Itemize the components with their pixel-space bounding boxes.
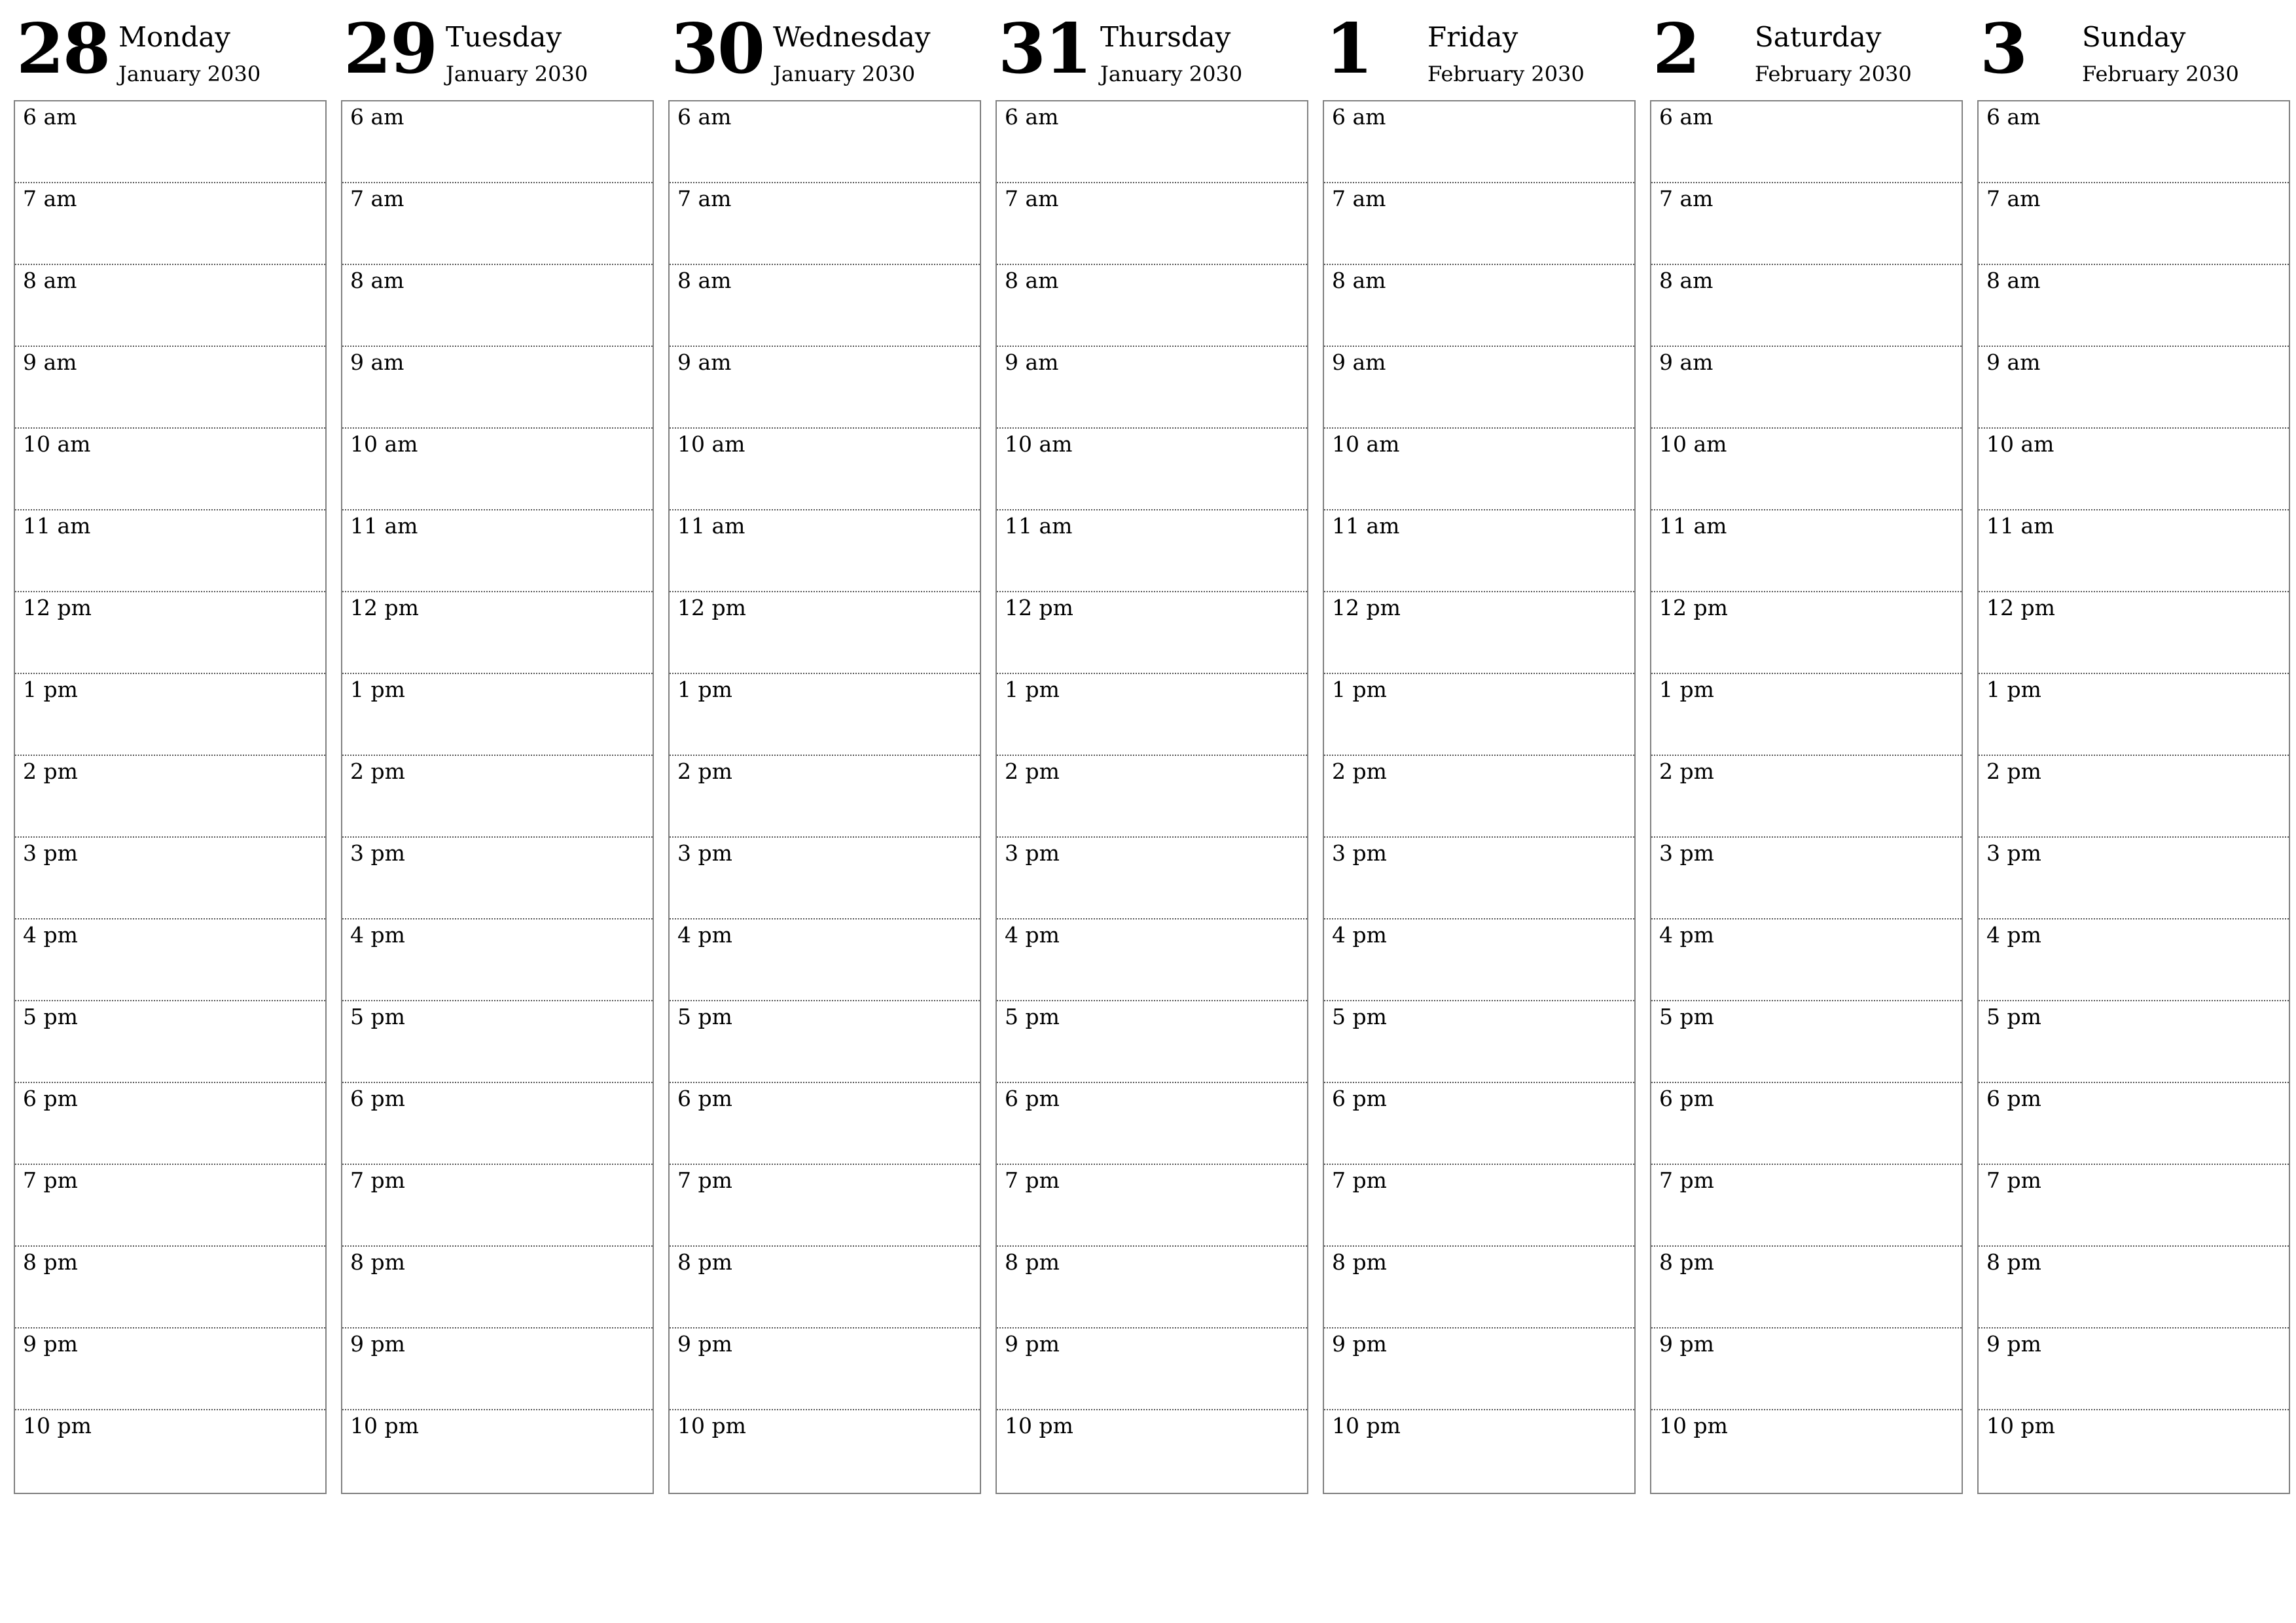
hour-slot[interactable] <box>670 183 980 265</box>
hour-slot[interactable] <box>1651 1165 1962 1247</box>
hour-slot[interactable] <box>1324 1001 1634 1083</box>
hour-label: 8 pm <box>1659 1249 1714 1275</box>
hour-label: 4 pm <box>23 922 78 948</box>
hour-slot[interactable] <box>1651 265 1962 347</box>
hour-label: 7 pm <box>1332 1168 1387 1193</box>
hour-slot[interactable] <box>670 347 980 429</box>
hour-label: 8 pm <box>1332 1249 1387 1275</box>
hour-label: 9 pm <box>1005 1331 1060 1357</box>
hour-label: 6 pm <box>1986 1086 2041 1111</box>
day-number: 28 <box>16 8 110 89</box>
hour-label: 2 pm <box>1986 758 2041 784</box>
hour-label: 6 pm <box>1332 1086 1387 1111</box>
hour-label: 1 pm <box>23 677 78 702</box>
hour-label: 12 pm <box>1986 595 2055 620</box>
hour-label: 11 am <box>677 513 745 539</box>
hour-label: 2 pm <box>1005 758 1060 784</box>
hour-label: 2 pm <box>350 758 405 784</box>
hour-slot[interactable] <box>1979 265 2289 347</box>
hour-slot[interactable] <box>342 838 653 919</box>
hour-label: 4 pm <box>1659 922 1714 948</box>
hour-slot[interactable] <box>1651 838 1962 919</box>
hour-slot[interactable] <box>15 347 325 429</box>
hour-slot[interactable] <box>670 265 980 347</box>
hour-slot[interactable] <box>15 1329 325 1410</box>
hour-label: 3 pm <box>23 840 78 866</box>
day-number: 3 <box>1980 8 2027 89</box>
day-column <box>341 0 654 1499</box>
hour-slot[interactable] <box>1324 1410 1634 1492</box>
hour-slot[interactable] <box>670 674 980 756</box>
hour-label: 9 am <box>1986 349 2041 375</box>
day-header <box>341 0 654 99</box>
day-month: January 2030 <box>446 62 588 86</box>
hour-grid <box>668 100 981 1494</box>
hour-slot[interactable] <box>15 1083 325 1165</box>
hour-slot[interactable] <box>15 265 325 347</box>
hour-label: 10 am <box>677 431 745 457</box>
hour-label: 11 am <box>1332 513 1400 539</box>
hour-slot[interactable] <box>1324 756 1634 838</box>
hour-slot[interactable] <box>670 592 980 674</box>
hour-slot[interactable] <box>342 347 653 429</box>
hour-slot[interactable] <box>1324 1083 1634 1165</box>
hour-label: 11 am <box>1986 513 2054 539</box>
hour-slot[interactable] <box>1979 919 2289 1001</box>
hour-slot[interactable] <box>1979 838 2289 919</box>
day-header <box>1323 0 1636 99</box>
hour-slot[interactable] <box>997 429 1307 510</box>
hour-label: 4 pm <box>1005 922 1060 948</box>
hour-slot[interactable] <box>342 1329 653 1410</box>
hour-label: 3 pm <box>1005 840 1060 866</box>
hour-slot[interactable] <box>342 674 653 756</box>
day-header <box>996 0 1308 99</box>
day-number: 2 <box>1653 8 1700 89</box>
hour-label: 5 pm <box>23 1004 78 1029</box>
hour-slot[interactable] <box>1651 756 1962 838</box>
day-month: February 2030 <box>1755 62 1912 86</box>
hour-slot[interactable] <box>1979 1410 2289 1492</box>
hour-label: 1 pm <box>1986 677 2041 702</box>
hour-label: 4 pm <box>1332 922 1387 948</box>
hour-slot[interactable] <box>1979 1165 2289 1247</box>
hour-label: 8 am <box>1986 268 2041 293</box>
hour-label: 5 pm <box>1005 1004 1060 1029</box>
hour-slot[interactable] <box>1979 592 2289 674</box>
hour-slot[interactable] <box>15 101 325 183</box>
hour-slot[interactable] <box>15 1247 325 1329</box>
hour-slot[interactable] <box>1651 1001 1962 1083</box>
hour-slot[interactable] <box>342 101 653 183</box>
hour-slot[interactable] <box>997 1001 1307 1083</box>
hour-label: 9 pm <box>1986 1331 2041 1357</box>
hour-label: 7 pm <box>350 1168 405 1193</box>
hour-label: 6 am <box>1659 104 1713 130</box>
hour-slot[interactable] <box>670 429 980 510</box>
hour-slot[interactable] <box>15 510 325 592</box>
hour-slot[interactable] <box>997 101 1307 183</box>
hour-slot[interactable] <box>342 1083 653 1165</box>
hour-slot[interactable] <box>1979 1247 2289 1329</box>
hour-slot[interactable] <box>1651 919 1962 1001</box>
hour-label: 8 am <box>677 268 732 293</box>
day-month: January 2030 <box>773 62 916 86</box>
hour-label: 6 am <box>23 104 77 130</box>
day-number: 1 <box>1325 8 1372 89</box>
hour-slot[interactable] <box>342 429 653 510</box>
day-header <box>1650 0 1963 99</box>
hour-grid <box>1650 100 1963 1494</box>
hour-slot[interactable] <box>1324 592 1634 674</box>
hour-label: 9 am <box>1659 349 1713 375</box>
hour-label: 1 pm <box>1659 677 1714 702</box>
hour-label: 7 am <box>677 186 732 211</box>
hour-slot[interactable] <box>15 183 325 265</box>
hour-label: 5 pm <box>1986 1004 2041 1029</box>
hour-slot[interactable] <box>1324 429 1634 510</box>
weekly-planner <box>14 0 2284 1499</box>
hour-label: 3 pm <box>350 840 405 866</box>
hour-slot[interactable] <box>997 265 1307 347</box>
hour-slot[interactable] <box>997 592 1307 674</box>
day-month: January 2030 <box>118 62 261 86</box>
hour-label: 8 am <box>1659 268 1713 293</box>
hour-slot[interactable] <box>342 919 653 1001</box>
hour-slot[interactable] <box>15 592 325 674</box>
hour-slot[interactable] <box>997 1165 1307 1247</box>
hour-slot[interactable] <box>1979 1001 2289 1083</box>
hour-label: 5 pm <box>1332 1004 1387 1029</box>
day-number: 30 <box>671 8 764 89</box>
hour-label: 6 am <box>1005 104 1059 130</box>
hour-label: 7 pm <box>23 1168 78 1193</box>
hour-label: 6 am <box>677 104 732 130</box>
hour-label: 1 pm <box>677 677 732 702</box>
hour-label: 10 pm <box>1332 1413 1401 1438</box>
hour-slot[interactable] <box>670 1001 980 1083</box>
hour-slot[interactable] <box>15 674 325 756</box>
hour-slot[interactable] <box>1324 1329 1634 1410</box>
hour-label: 7 am <box>1005 186 1059 211</box>
hour-label: 6 pm <box>23 1086 78 1111</box>
hour-slot[interactable] <box>342 756 653 838</box>
hour-slot[interactable] <box>670 1410 980 1492</box>
hour-slot[interactable] <box>1651 1410 1962 1492</box>
hour-label: 5 pm <box>1659 1004 1714 1029</box>
hour-slot[interactable] <box>15 429 325 510</box>
hour-slot[interactable] <box>15 1410 325 1492</box>
day-column <box>14 0 327 1499</box>
hour-label: 11 am <box>23 513 91 539</box>
hour-slot[interactable] <box>15 1165 325 1247</box>
hour-label: 12 pm <box>23 595 92 620</box>
day-month: February 2030 <box>2082 62 2239 86</box>
hour-label: 7 pm <box>677 1168 732 1193</box>
hour-slot[interactable] <box>15 1001 325 1083</box>
day-column <box>1650 0 1963 1499</box>
hour-slot[interactable] <box>997 183 1307 265</box>
hour-slot[interactable] <box>1324 183 1634 265</box>
hour-slot[interactable] <box>342 1410 653 1492</box>
hour-slot[interactable] <box>1324 1165 1634 1247</box>
day-name: Saturday <box>1755 21 1882 53</box>
hour-slot[interactable] <box>1324 674 1634 756</box>
hour-slot[interactable] <box>342 510 653 592</box>
hour-slot[interactable] <box>342 1247 653 1329</box>
hour-slot[interactable] <box>670 1165 980 1247</box>
hour-slot[interactable] <box>1651 592 1962 674</box>
hour-grid <box>14 100 327 1494</box>
hour-slot[interactable] <box>1651 674 1962 756</box>
hour-label: 9 am <box>1005 349 1059 375</box>
hour-label: 2 pm <box>1659 758 1714 784</box>
hour-label: 12 pm <box>1659 595 1728 620</box>
hour-label: 8 am <box>23 268 77 293</box>
hour-slot[interactable] <box>1324 510 1634 592</box>
hour-slot[interactable] <box>670 510 980 592</box>
hour-label: 2 pm <box>1332 758 1387 784</box>
hour-slot[interactable] <box>1979 674 2289 756</box>
hour-label: 8 pm <box>677 1249 732 1275</box>
hour-slot[interactable] <box>1651 1329 1962 1410</box>
hour-label: 10 pm <box>23 1413 92 1438</box>
hour-label: 6 pm <box>1005 1086 1060 1111</box>
hour-label: 8 am <box>1005 268 1059 293</box>
hour-label: 7 am <box>23 186 77 211</box>
hour-label: 1 pm <box>1005 677 1060 702</box>
hour-label: 8 am <box>350 268 404 293</box>
hour-label: 9 am <box>1332 349 1386 375</box>
hour-slot[interactable] <box>1324 265 1634 347</box>
hour-label: 7 am <box>350 186 404 211</box>
hour-label: 4 pm <box>350 922 405 948</box>
day-name: Sunday <box>2082 21 2186 53</box>
hour-label: 2 pm <box>23 758 78 784</box>
hour-label: 9 pm <box>1659 1331 1714 1357</box>
hour-label: 10 pm <box>1005 1413 1073 1438</box>
hour-label: 12 pm <box>1332 595 1401 620</box>
hour-label: 10 am <box>1332 431 1400 457</box>
hour-label: 8 pm <box>350 1249 405 1275</box>
hour-slot[interactable] <box>670 1247 980 1329</box>
hour-label: 9 am <box>350 349 404 375</box>
hour-slot[interactable] <box>1651 101 1962 183</box>
hour-label: 12 pm <box>1005 595 1073 620</box>
day-header <box>14 0 327 99</box>
hour-label: 10 am <box>1986 431 2054 457</box>
hour-label: 10 am <box>23 431 91 457</box>
hour-slot[interactable] <box>670 756 980 838</box>
hour-label: 10 pm <box>350 1413 419 1438</box>
hour-label: 10 pm <box>1659 1413 1728 1438</box>
day-name: Friday <box>1427 21 1518 53</box>
hour-label: 8 pm <box>23 1249 78 1275</box>
hour-slot[interactable] <box>1979 510 2289 592</box>
hour-label: 12 pm <box>677 595 746 620</box>
hour-grid <box>1977 100 2290 1494</box>
hour-label: 9 pm <box>23 1331 78 1357</box>
hour-label: 4 pm <box>677 922 732 948</box>
hour-label: 9 pm <box>350 1331 405 1357</box>
day-column <box>996 0 1308 1499</box>
hour-grid <box>996 100 1308 1494</box>
hour-slot[interactable] <box>342 1001 653 1083</box>
hour-slot[interactable] <box>670 1083 980 1165</box>
day-month: February 2030 <box>1427 62 1585 86</box>
hour-slot[interactable] <box>1324 1247 1634 1329</box>
hour-slot[interactable] <box>1324 919 1634 1001</box>
hour-slot[interactable] <box>342 592 653 674</box>
hour-label: 1 pm <box>350 677 405 702</box>
hour-slot[interactable] <box>670 101 980 183</box>
hour-slot[interactable] <box>1324 347 1634 429</box>
hour-slot[interactable] <box>1979 183 2289 265</box>
hour-slot[interactable] <box>997 756 1307 838</box>
hour-slot[interactable] <box>342 1165 653 1247</box>
hour-label: 11 am <box>1659 513 1727 539</box>
hour-grid <box>1323 100 1636 1494</box>
hour-slot[interactable] <box>15 919 325 1001</box>
day-column <box>1977 0 2290 1499</box>
hour-label: 4 pm <box>1986 922 2041 948</box>
hour-label: 7 pm <box>1659 1168 1714 1193</box>
hour-slot[interactable] <box>1979 429 2289 510</box>
hour-label: 10 pm <box>1986 1413 2055 1438</box>
day-column <box>1323 0 1636 1499</box>
hour-label: 3 pm <box>1659 840 1714 866</box>
hour-slot[interactable] <box>1324 838 1634 919</box>
hour-slot[interactable] <box>1979 101 2289 183</box>
hour-label: 11 am <box>350 513 418 539</box>
hour-slot[interactable] <box>1651 1247 1962 1329</box>
hour-label: 3 pm <box>1986 840 2041 866</box>
hour-label: 11 am <box>1005 513 1073 539</box>
day-column <box>668 0 981 1499</box>
hour-label: 7 pm <box>1986 1168 2041 1193</box>
hour-slot[interactable] <box>997 919 1307 1001</box>
hour-slot[interactable] <box>997 347 1307 429</box>
hour-slot[interactable] <box>342 265 653 347</box>
hour-slot[interactable] <box>1979 1329 2289 1410</box>
hour-slot[interactable] <box>1651 183 1962 265</box>
hour-slot[interactable] <box>670 919 980 1001</box>
hour-label: 9 am <box>23 349 77 375</box>
hour-slot[interactable] <box>670 1329 980 1410</box>
hour-label: 6 pm <box>677 1086 732 1111</box>
hour-label: 10 pm <box>677 1413 746 1438</box>
hour-label: 6 am <box>1986 104 2041 130</box>
hour-slot[interactable] <box>1979 1083 2289 1165</box>
day-name: Tuesday <box>446 21 562 53</box>
hour-slot[interactable] <box>1651 347 1962 429</box>
hour-slot[interactable] <box>997 1247 1307 1329</box>
hour-label: 10 am <box>1005 431 1073 457</box>
hour-label: 7 am <box>1332 186 1386 211</box>
hour-label: 8 am <box>1332 268 1386 293</box>
hour-label: 7 am <box>1659 186 1713 211</box>
hour-label: 6 am <box>350 104 404 130</box>
hour-slot[interactable] <box>15 756 325 838</box>
day-month: January 2030 <box>1100 62 1243 86</box>
day-name: Wednesday <box>773 21 931 53</box>
hour-label: 12 pm <box>350 595 419 620</box>
hour-slot[interactable] <box>997 674 1307 756</box>
day-number: 29 <box>344 8 437 89</box>
hour-slot[interactable] <box>997 510 1307 592</box>
hour-label: 9 am <box>677 349 732 375</box>
hour-label: 8 pm <box>1986 1249 2041 1275</box>
hour-slot[interactable] <box>997 1329 1307 1410</box>
day-name: Monday <box>118 21 230 53</box>
hour-label: 10 am <box>350 431 418 457</box>
hour-label: 3 pm <box>1332 840 1387 866</box>
hour-slot[interactable] <box>15 838 325 919</box>
hour-slot[interactable] <box>670 838 980 919</box>
hour-label: 1 pm <box>1332 677 1387 702</box>
hour-slot[interactable] <box>342 183 653 265</box>
hour-label: 6 am <box>1332 104 1386 130</box>
hour-slot[interactable] <box>1651 429 1962 510</box>
day-number: 31 <box>998 8 1092 89</box>
hour-slot[interactable] <box>997 1083 1307 1165</box>
hour-label: 9 pm <box>677 1331 732 1357</box>
day-name: Thursday <box>1100 21 1231 53</box>
hour-grid <box>341 100 654 1494</box>
hour-slot[interactable] <box>997 838 1307 919</box>
hour-label: 5 pm <box>677 1004 732 1029</box>
hour-slot[interactable] <box>1651 1083 1962 1165</box>
hour-label: 10 am <box>1659 431 1727 457</box>
hour-label: 9 pm <box>1332 1331 1387 1357</box>
hour-label: 6 pm <box>350 1086 405 1111</box>
hour-label: 8 pm <box>1005 1249 1060 1275</box>
hour-slot[interactable] <box>1324 101 1634 183</box>
day-header <box>1977 0 2290 99</box>
hour-label: 2 pm <box>677 758 732 784</box>
hour-slot[interactable] <box>997 1410 1307 1492</box>
day-header <box>668 0 981 99</box>
hour-label: 6 pm <box>1659 1086 1714 1111</box>
hour-label: 7 pm <box>1005 1168 1060 1193</box>
hour-label: 7 am <box>1986 186 2041 211</box>
hour-slot[interactable] <box>1651 510 1962 592</box>
hour-label: 3 pm <box>677 840 732 866</box>
hour-slot[interactable] <box>1979 756 2289 838</box>
hour-slot[interactable] <box>1979 347 2289 429</box>
hour-label: 5 pm <box>350 1004 405 1029</box>
